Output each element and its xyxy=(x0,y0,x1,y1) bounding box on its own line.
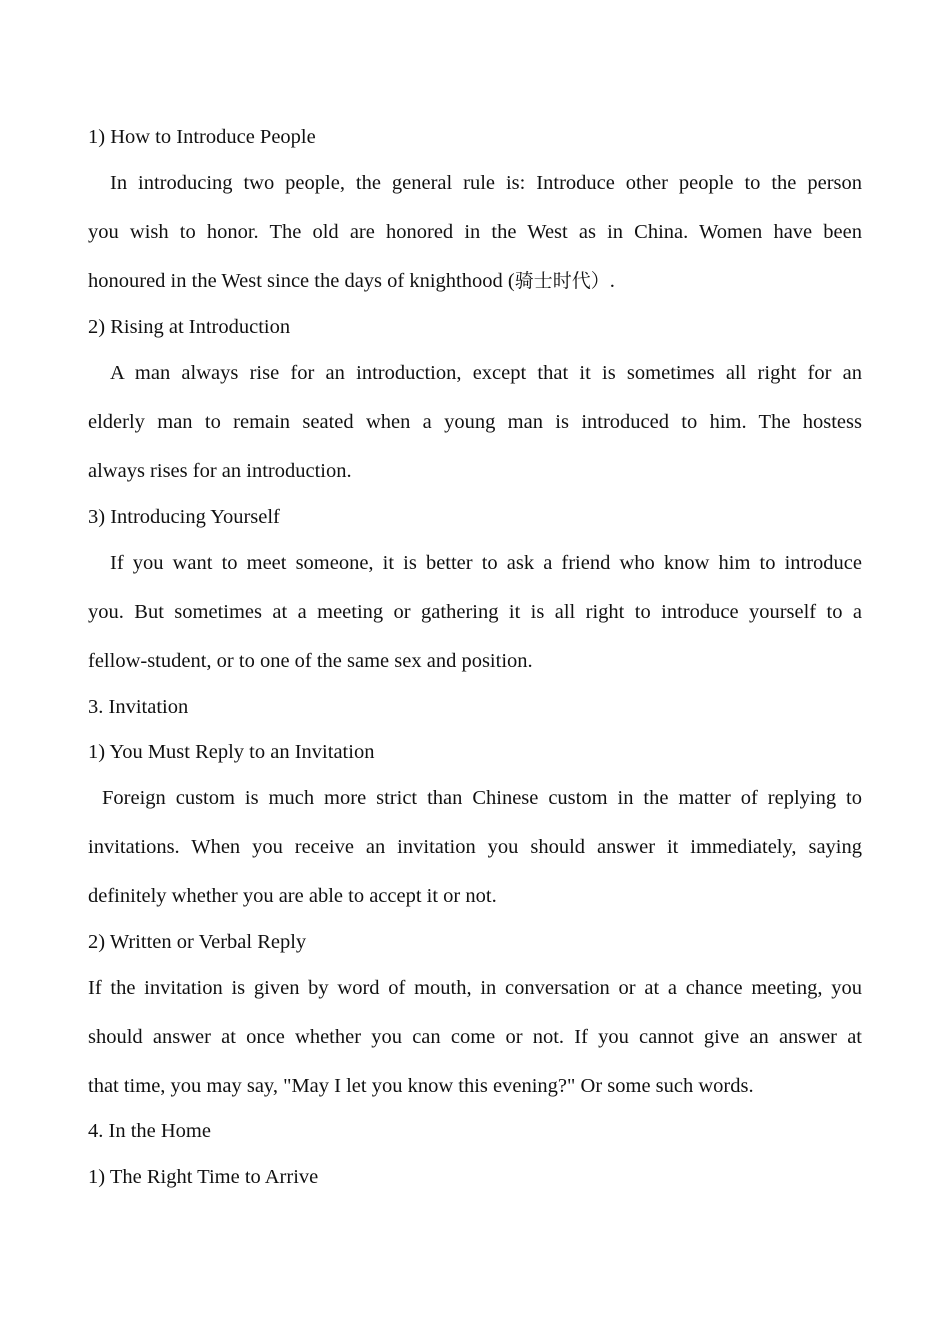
paragraph-line: If the invitation is given by word of mouth, in conversation or at a chance meeting, you xyxy=(88,977,862,999)
paragraph-line: If you want to meet someone, it is better to ask a friend who know him to introduce xyxy=(110,552,862,574)
paragraph-line xyxy=(88,269,862,293)
heading-introducing-yourself: 3) Introducing Yourself xyxy=(88,506,280,528)
heading-invitation: 3. Invitation xyxy=(88,696,189,718)
paragraph-line: In introducing two people, the general rule is: Introduce other people to the person xyxy=(110,172,862,194)
paragraph-line: that time, you may say, "May I let you know this evening?" Or some such words. xyxy=(88,1075,754,1097)
paragraph-text: . xyxy=(609,270,615,292)
paragraph-line: Foreign custom is much more strict than Chinese custom in the matter of replying to xyxy=(102,787,862,809)
paragraph-line: elderly man to remain seated when a young man is introduced to him. The hostess xyxy=(88,411,862,433)
chinese-annotation: 骑士时代） xyxy=(514,270,610,292)
paragraph-text: honoured in the West since the days of knighthood ( xyxy=(88,270,515,292)
paragraph-line: definitely whether you are able to accept it or not. xyxy=(88,885,497,907)
paragraph-line: should answer at once whether you can come or not. If you cannot give an answer at xyxy=(88,1026,862,1048)
heading-right-time-to-arrive: 1) The Right Time to Arrive xyxy=(88,1166,319,1188)
heading-in-the-home: 4. In the Home xyxy=(88,1120,211,1142)
paragraph-line: A man always rise for an introduction, except that it is sometimes all right for an xyxy=(110,362,862,384)
heading-rising-at-introduction: 2) Rising at Introduction xyxy=(88,316,291,338)
heading-you-must-reply: 1) You Must Reply to an Invitation xyxy=(88,741,375,763)
paragraph-line: always rises for an introduction. xyxy=(88,460,352,482)
paragraph-line: you wish to honor. The old are honored in the West as in China. Women have been xyxy=(88,221,862,243)
paragraph-line: invitations. When you receive an invitation you should answer it immediately, saying xyxy=(88,836,862,858)
heading-written-or-verbal-reply: 2) Written or Verbal Reply xyxy=(88,931,307,953)
heading-how-to-introduce-people: 1) How to Introduce People xyxy=(88,126,316,148)
paragraph-line: you. But sometimes at a meeting or gathering it is all right to introduce yourself to a xyxy=(88,601,862,623)
paragraph-line: fellow-student, or to one of the same sex and position. xyxy=(88,650,533,672)
